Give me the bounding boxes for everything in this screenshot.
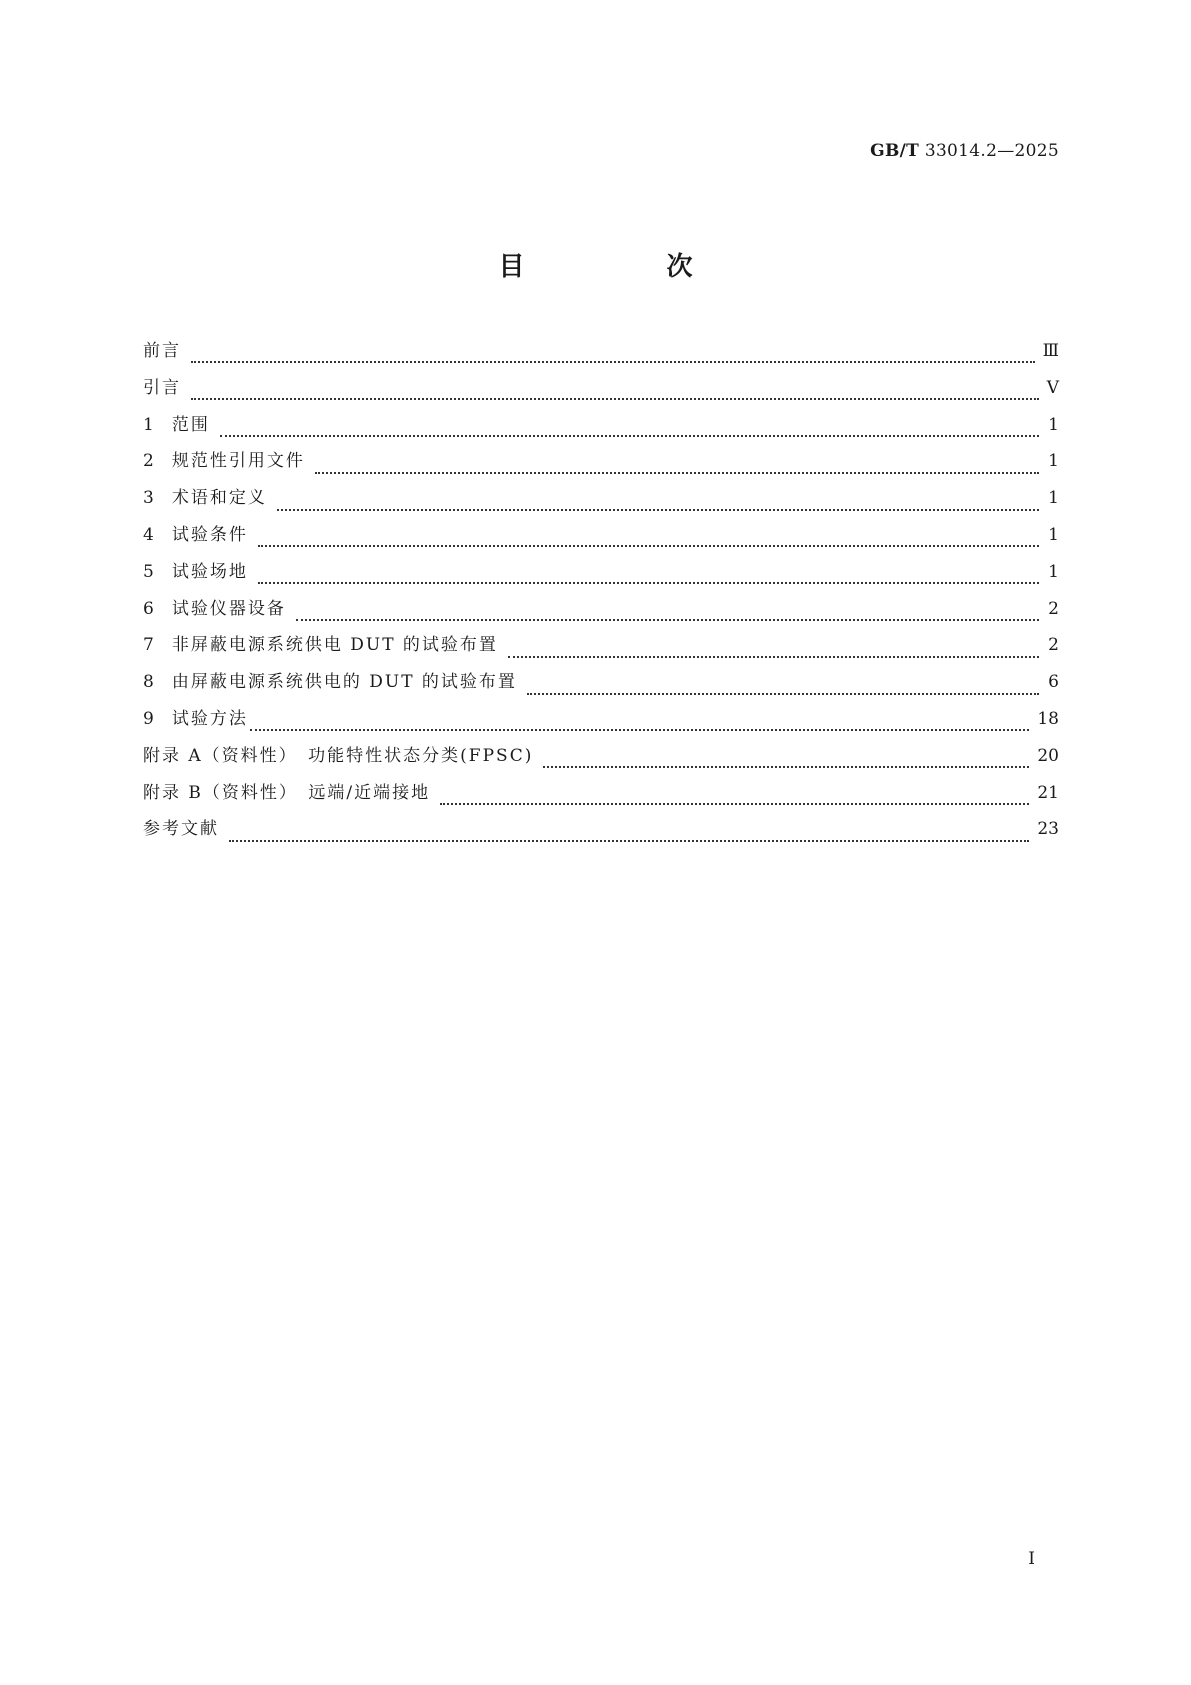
toc-entry-page: 2	[1048, 598, 1059, 619]
toc-entry-3[interactable]	[143, 486, 1059, 523]
toc-dot-leader	[543, 766, 1029, 768]
toc-entry-page: 21	[1037, 782, 1059, 803]
toc-entry-page: 1	[1048, 524, 1059, 545]
toc-entry-number: 2	[143, 451, 154, 472]
toc-entry-introduction[interactable]	[143, 376, 1059, 413]
toc-dot-leader	[440, 803, 1029, 805]
toc-dot-leader	[258, 545, 1039, 547]
toc-entry-label: 参考文献	[143, 819, 219, 840]
toc-entry-label: 3 术语和定义	[143, 488, 267, 509]
toc-dot-leader	[277, 509, 1039, 511]
table-of-contents	[143, 339, 1059, 854]
toc-entry-page: 18	[1037, 708, 1059, 729]
toc-entry-5[interactable]	[143, 560, 1059, 597]
page-number: Ⅰ	[1028, 1549, 1035, 1569]
toc-entry-number: 5	[143, 561, 154, 582]
toc-entry-annex-b[interactable]	[143, 781, 1059, 818]
toc-entry-1[interactable]	[143, 413, 1059, 450]
toc-entry-label: 引言	[143, 377, 181, 398]
toc-dot-leader	[250, 729, 1030, 731]
toc-entry-annex-a[interactable]	[143, 744, 1059, 781]
toc-entry-label: 6 试验仪器设备	[143, 598, 286, 619]
toc-entry-7[interactable]	[143, 633, 1059, 670]
document-prefix: GB/T	[870, 141, 920, 161]
toc-entry-number: 1	[143, 414, 154, 435]
toc-entry-page: 20	[1037, 745, 1059, 766]
toc-entry-number: 9	[143, 708, 154, 729]
toc-entry-page: 2	[1048, 635, 1059, 656]
toc-entry-number: 3	[143, 488, 154, 509]
toc-entry-label: 2 规范性引用文件	[143, 451, 305, 472]
toc-entry-label: 前言	[143, 341, 181, 361]
toc-entry-page: Ⅴ	[1046, 377, 1059, 398]
toc-entry-page: 6	[1048, 672, 1059, 693]
toc-dot-leader	[220, 435, 1039, 437]
toc-dot-leader	[527, 693, 1039, 695]
toc-entry-page: 23	[1037, 819, 1059, 840]
toc-entry-9[interactable]	[143, 707, 1059, 744]
toc-entry-6[interactable]	[143, 597, 1059, 634]
toc-dot-leader	[258, 582, 1039, 584]
toc-entry-number: 6	[143, 598, 154, 619]
toc-entry-bibliography[interactable]	[143, 817, 1059, 854]
toc-dot-leader	[229, 840, 1029, 842]
toc-dot-leader	[315, 472, 1039, 474]
toc-entry-label: 附录 B（资料性） 远端/近端接地	[143, 782, 431, 803]
toc-entry-label: 4 试验条件	[143, 524, 248, 545]
toc-entry-label: 5 试验场地	[143, 561, 248, 582]
toc-dot-leader	[191, 361, 1035, 363]
toc-entry-number: 4	[143, 524, 154, 545]
toc-dot-leader	[296, 619, 1039, 621]
toc-entry-page: 1	[1048, 488, 1059, 509]
toc-entry-page: 1	[1048, 414, 1059, 435]
toc-dot-leader	[508, 656, 1039, 658]
toc-dot-leader	[191, 398, 1039, 400]
toc-entry-number: 8	[143, 672, 154, 693]
toc-entry-page: 1	[1048, 561, 1059, 582]
toc-entry-label: 附录 A（资料性） 功能特性状态分类(FPSC)	[143, 745, 534, 766]
toc-entry-page: Ⅲ	[1042, 341, 1059, 361]
toc-entry-8[interactable]	[143, 670, 1059, 707]
toc-entry-foreword[interactable]	[143, 339, 1059, 376]
document-number: 33014.2—2025	[924, 141, 1059, 161]
toc-entry-number: 7	[143, 635, 154, 656]
toc-entry-label: 8 由屏蔽电源系统供电的 DUT 的试验布置	[143, 672, 517, 693]
toc-title: 目 次	[498, 252, 751, 282]
document-code	[870, 141, 1059, 161]
toc-entry-label: 9 试验方法	[143, 708, 248, 729]
toc-entry-label: 1 范围	[143, 414, 210, 435]
toc-entry-label: 7 非屏蔽电源系统供电 DUT 的试验布置	[143, 635, 498, 656]
toc-entry-page: 1	[1048, 451, 1059, 472]
toc-entry-4[interactable]	[143, 523, 1059, 560]
toc-entry-2[interactable]	[143, 449, 1059, 486]
